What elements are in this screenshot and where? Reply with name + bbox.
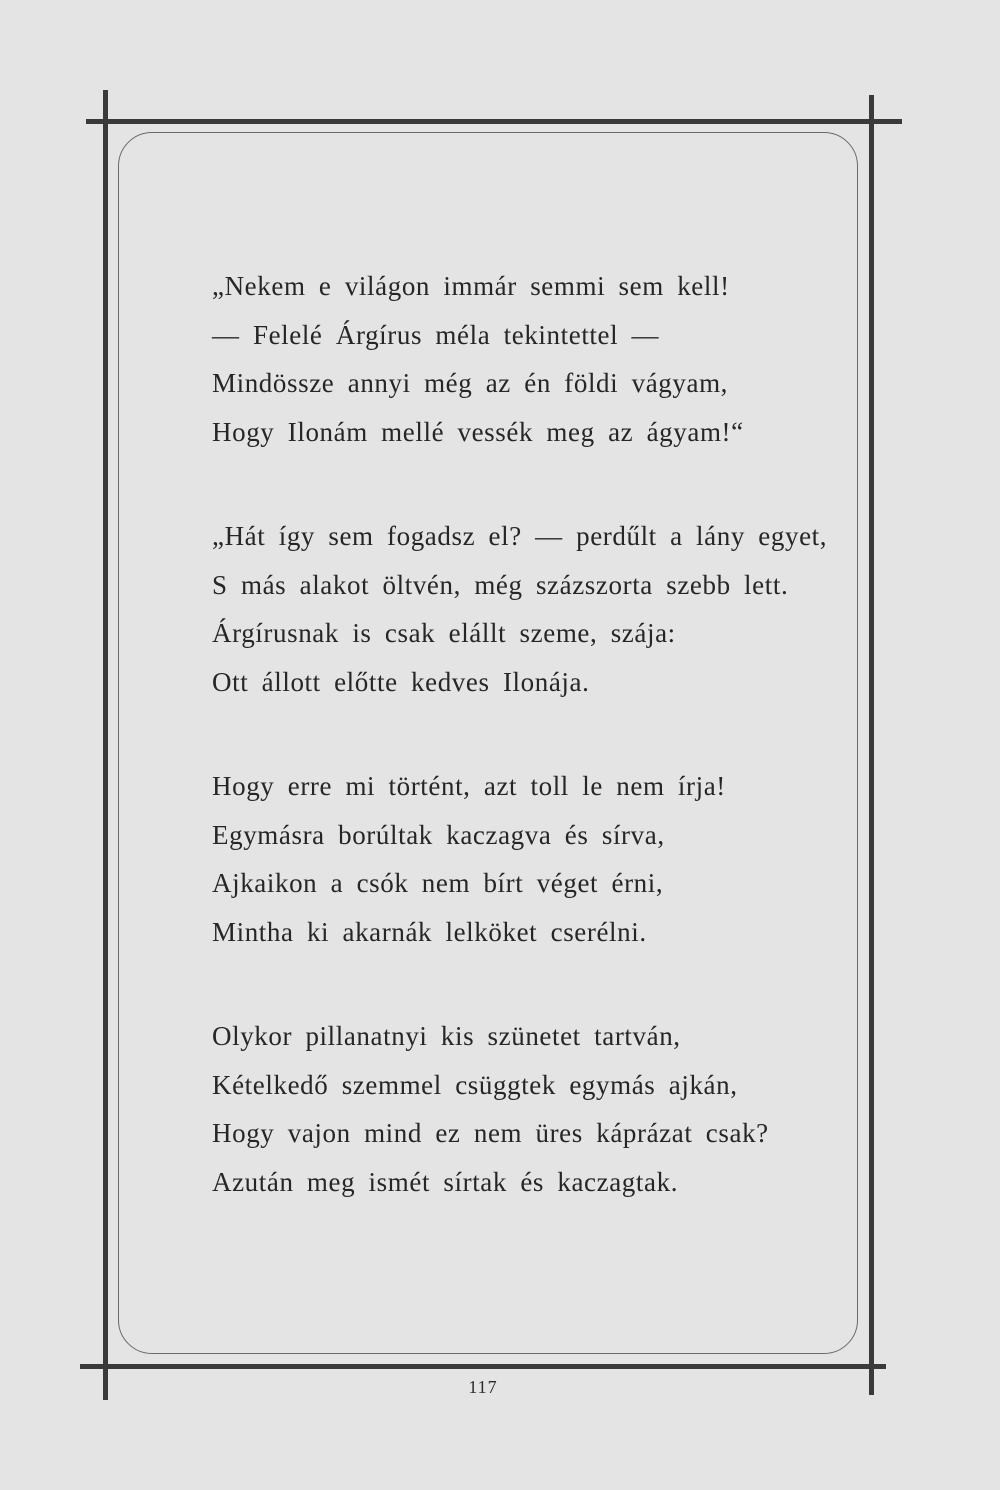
poem-line: — Felelé Árgírus méla tekintettel —	[212, 319, 660, 350]
poem-line: Ajkaikon a csók nem bírt véget érni,	[212, 868, 664, 898]
poem-line: Hogy vajon mind ez nem üres káprázat csak?	[212, 1118, 769, 1148]
border-bottom-rule	[80, 1364, 886, 1369]
poem-line: S más alakot öltvén, még százszorta szebb lett.	[212, 569, 789, 600]
poem-line: Mindössze annyi még az én földi vágyam,	[212, 368, 729, 398]
poem-line: Kételkedő szemmel csüggtek egymás ajkán,	[212, 1069, 738, 1100]
poem-line: „Hát így sem fogadsz el? — perdűlt a lány egyet,	[212, 521, 828, 551]
border-left-rule	[103, 90, 108, 1400]
poem-line: Hogy Ilonám mellé vessék meg az ágyam!“	[212, 416, 744, 447]
poem-line: Azután meg ismét sírtak és kaczagtak.	[212, 1166, 679, 1197]
stanza	[212, 262, 832, 456]
poem-line: „Nekem e világon immár semmi sem kell!	[212, 271, 730, 301]
page-number: 117	[468, 1377, 498, 1397]
poem-line: Hogy erre mi történt, azt toll le nem írja!	[212, 771, 726, 801]
poem-line: Olykor pillanatnyi kis szünetet tartván,	[212, 1021, 681, 1051]
poem-line: Árgírusnak is csak elállt szeme, szája:	[212, 618, 676, 648]
stanza	[212, 1012, 832, 1206]
border-top-rule	[86, 119, 902, 124]
poem-line: Ott állott előtte kedves Ilonája.	[212, 666, 590, 697]
stanza	[212, 762, 832, 956]
stanza	[212, 512, 832, 706]
poem-line: Egymásra borúltak kaczagva és sírva,	[212, 819, 665, 850]
poem	[212, 262, 832, 1206]
border-right-rule	[869, 95, 874, 1395]
poem-line: Mintha ki akarnák lelköket cserélni.	[212, 916, 647, 947]
